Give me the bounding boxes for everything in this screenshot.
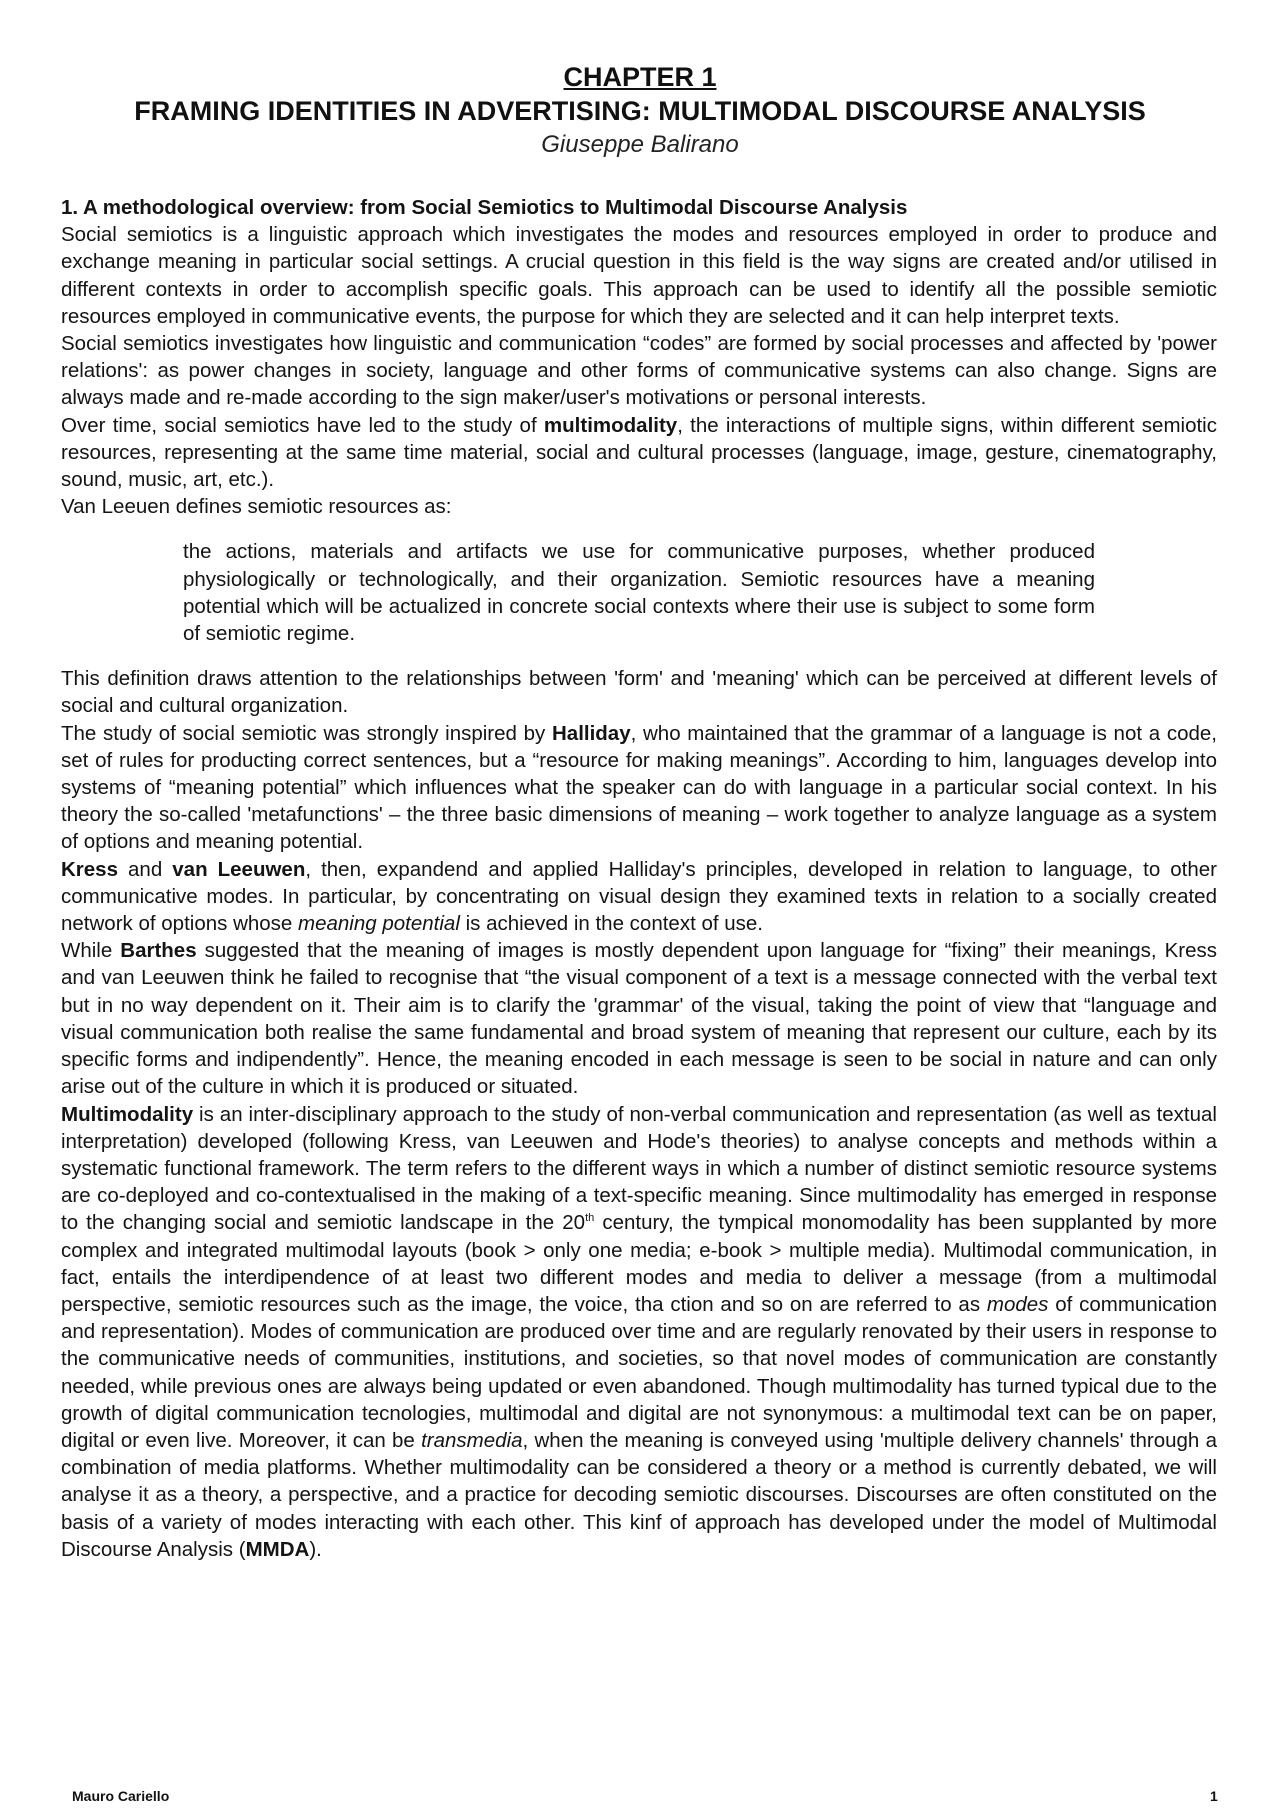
name-kress: Kress bbox=[61, 857, 118, 881]
chapter-title: FRAMING IDENTITIES IN ADVERTISING: MULTIMODAL DISCOURSE ANALYSIS bbox=[134, 96, 1146, 126]
paragraph-7-text-b: , then, expandend and applied Halliday's principles, developed in relation to language, to other communicative modes. In particular, by concentrating on visual design they examined texts in relation to a socially created network of options whose bbox=[61, 857, 1217, 936]
name-halliday: Halliday bbox=[551, 721, 631, 745]
chapter-author: Giuseppe Balirano bbox=[541, 131, 739, 158]
paragraph-9-text-d: , when the meaning is conveyed using 'multiple delivery channels' through a combination of media platforms. Whether multimodality can be considered a theory or a method is currently debated, we will analyse it as a theory, a perspective, and a practice for decoding semiotic discourses. Discourses are often constituted on the basis of a variety of modes interacting with each other. This kinf of approach has developed under the model of Multimodal Discourse Analysis ( bbox=[61, 1428, 1217, 1561]
paragraph-7-text-c: is achieved in the context of use. bbox=[459, 912, 764, 936]
term-meaning-potential: meaning potential bbox=[298, 912, 460, 936]
term-mmda: MMDA bbox=[245, 1537, 310, 1561]
term-transmedia: transmedia bbox=[421, 1428, 523, 1452]
paragraph-6 bbox=[61, 720, 1217, 856]
paragraph-8 bbox=[61, 937, 1217, 1100]
body-text bbox=[61, 194, 1217, 1563]
paragraph-6-text-b: , who maintained that the grammar of a language is not a code, set of rules for producting correct sentences, but a “resource for making meanings”. According to him, languages develop into systems of “meaning potential” which influences what the speaker can do with language in a particular social context. In his theory the so-called 'metafunctions' – the three basic dimensions of meaning – work together to analyze language as a system of options and meaning potential. bbox=[61, 721, 1217, 854]
paragraph-6-text-a: The study of social semiotic was strongly inspired by bbox=[61, 721, 552, 745]
paragraph-9-text-c: of communication and representation). Modes of communication are produced over time and are regularly renovated by their users in response to the communicative needs of communities, institutions, and societies, so that novel modes of communication are constantly needed, while previous ones are always being updated or even abandoned. Though multimodality has turned typical due to the growth of digital communication tecnologies, multimodal and digital are not synonymous: a multimodal text can be on paper, digital or even live. Moreover, it can be bbox=[61, 1292, 1217, 1452]
term-multimodality-2: Multimodality bbox=[61, 1102, 194, 1126]
paragraph-7-text-a: and bbox=[118, 857, 173, 881]
paragraph-4: Van Leeuen defines semiotic resources as: bbox=[61, 495, 452, 519]
page-number: 1 bbox=[1210, 1788, 1218, 1804]
chapter-header bbox=[0, 60, 1280, 162]
paragraph-2: Social semiotics investigates how linguistic and communication “codes” are formed by social processes and affected by 'power relations': as power changes in society, language and other forms of communicative systems can also change. Signs are always made and re-made according to the sign maker/user's motivations or personal interests. bbox=[61, 332, 1217, 410]
paragraph-7 bbox=[61, 856, 1217, 938]
paragraph-3 bbox=[61, 412, 1217, 494]
paragraph-9-text-e: ). bbox=[309, 1537, 322, 1561]
name-barthes: Barthes bbox=[120, 939, 197, 963]
footer-author: Mauro Cariello bbox=[72, 1788, 170, 1804]
paragraph-8-text-a: While bbox=[61, 939, 121, 963]
paragraph-3-text-a: Over time, social semiotics have led to the study of bbox=[61, 413, 544, 437]
paragraph-9-text-b: century, the tympical monomodality has been supplanted by more complex and integrated multimodal layouts (book > only one media; e-book > multiple media). Multimodal communication, in fact, entails the interdipendence of at least two different modes and media to deliver a message (from a multimodal perspective, semiotic resources such as the image, the voice, tha ction and so on are referred to as bbox=[61, 1211, 1217, 1316]
paragraph-8-text-b: suggested that the meaning of images is mostly dependent upon language for “fixing” their meanings, Kress and van Leeuwen think he failed to recognise that “the visual component of a text is a message connected with the verbal text but in no way dependent on it. Their aim is to clarify the 'grammar' of the visual, taking the point of view that “language and visual communication both realise the same fundamental and broad system of meaning that represent our culture, each by its specific forms and indipendently”. Hence, the meaning encoded in each message is seen to be social in nature and can only arise out of the culture in which it is produced or situated. bbox=[61, 939, 1217, 1099]
term-multimodality: multimodality bbox=[543, 413, 678, 437]
paragraph-9 bbox=[61, 1101, 1217, 1563]
chapter-label: CHAPTER 1 bbox=[563, 62, 717, 92]
paragraph-1: Social semiotics is a linguistic approach which investigates the modes and resources employed in order to produce and exchange meaning in particular social settings. A crucial question in this field is the way signs are created and/or utilised in different contexts in order to accomplish specific goals. This approach can be used to identify all the possible semiotic resources employed in communicative events, the purpose for which they are selected and it can help interpret texts. bbox=[61, 223, 1217, 328]
paragraph-9-text-a: is an inter-disciplinary approach to the study of non-verbal communication and representation (as well as textual interpretation) developed (following Kress, van Leeuwen and Hode's theories) to analyse concepts and methods within a systematic functional framework. The term refers to the different ways in which a number of distinct semiotic resource systems are co-deployed and co-contextualised in the making of a text-specific meaning. Since multimodality has emerged in response to the changing social and semiotic landscape in the 20 bbox=[61, 1102, 1217, 1235]
name-van-leeuwen: van Leeuwen bbox=[172, 857, 306, 881]
block-quote: the actions, materials and artifacts we use for communicative purposes, whether produced physiologically or technologically, and their organization. Semiotic resources have a meaning potential which will be actualized in concrete social contexts where their use is subject to some form of semiotic regime. bbox=[183, 540, 1095, 646]
superscript-th: th bbox=[585, 1212, 595, 1225]
paragraph-3-text-b: , the interactions of multiple signs, within different semiotic resources, representing at the same time material, social and cultural processes (language, image, gesture, cinematography, sound, music, art, etc.). bbox=[61, 413, 1217, 492]
paragraph-5: This definition draws attention to the relationships between 'form' and 'meaning' which can be perceived at different levels of social and cultural organization. bbox=[61, 667, 1217, 718]
term-modes: modes bbox=[986, 1292, 1049, 1316]
section-heading: 1. A methodological overview: from Social Semiotics to Multimodal Discourse Analysis bbox=[61, 196, 908, 219]
